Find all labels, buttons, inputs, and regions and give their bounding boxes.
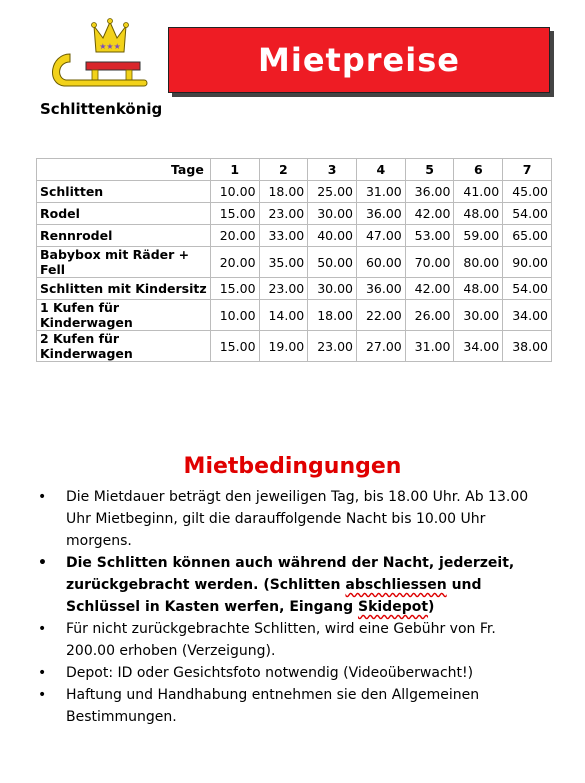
price-table <box>36 158 552 362</box>
condition-text: Die Mietdauer beträgt den jeweiligen Tag, bis 18.00 Uhr. Ab 13.00 Uhr Mietbeginn, gilt die darauffolgende Nacht bis 10.00 Uhr morgens. <box>66 489 529 549</box>
day-header: 5 <box>405 159 454 181</box>
day-header: 4 <box>357 159 406 181</box>
row-label: 1 Kufen für Kinderwagen <box>37 300 211 331</box>
price-cell: 65.00 <box>503 225 552 247</box>
table-row <box>37 225 552 247</box>
price-cell: 38.00 <box>503 331 552 362</box>
bullet-icon: • <box>38 555 47 571</box>
price-cell: 80.00 <box>454 247 503 278</box>
price-cell: 48.00 <box>454 278 503 300</box>
price-table-header <box>37 159 552 181</box>
bullet-icon: • <box>38 489 47 505</box>
price-cell: 14.00 <box>259 300 308 331</box>
price-cell: 42.00 <box>405 278 454 300</box>
list-item <box>38 684 548 728</box>
list-item <box>38 618 548 662</box>
day-header: 1 <box>210 159 259 181</box>
price-cell: 15.00 <box>210 203 259 225</box>
conditions-list <box>38 486 548 728</box>
condition-text: Depot: ID oder Gesichtsfoto notwendig (Videoüberwacht!) <box>66 665 474 681</box>
price-cell: 48.00 <box>454 203 503 225</box>
price-cell: 15.00 <box>210 331 259 362</box>
row-label: Babybox mit Räder + Fell <box>37 247 211 278</box>
price-cell: 20.00 <box>210 225 259 247</box>
table-row <box>37 278 552 300</box>
day-header: 2 <box>259 159 308 181</box>
table-row <box>37 247 552 278</box>
price-cell: 23.00 <box>308 331 357 362</box>
price-cell: 23.00 <box>259 278 308 300</box>
list-item <box>38 486 548 552</box>
price-cell: 31.00 <box>357 181 406 203</box>
table-row <box>37 300 552 331</box>
price-cell: 30.00 <box>308 203 357 225</box>
header-label: Tage <box>37 159 211 181</box>
price-cell: 40.00 <box>308 225 357 247</box>
price-cell: 54.00 <box>503 278 552 300</box>
day-header: 6 <box>454 159 503 181</box>
row-label: Rodel <box>37 203 211 225</box>
table-row <box>37 181 552 203</box>
bullet-icon: • <box>38 665 47 681</box>
price-cell: 33.00 <box>259 225 308 247</box>
table-row <box>37 203 552 225</box>
price-cell: 90.00 <box>503 247 552 278</box>
page-title: Mietpreise <box>258 41 460 79</box>
price-cell: 41.00 <box>454 181 503 203</box>
table-row <box>37 331 552 362</box>
price-cell: 36.00 <box>405 181 454 203</box>
price-cell: 31.00 <box>405 331 454 362</box>
price-cell: 36.00 <box>357 203 406 225</box>
price-cell: 42.00 <box>405 203 454 225</box>
list-item <box>38 552 548 618</box>
price-cell: 22.00 <box>357 300 406 331</box>
price-cell: 23.00 <box>259 203 308 225</box>
sled-crown-logo <box>40 18 150 98</box>
price-cell: 60.00 <box>357 247 406 278</box>
price-cell: 47.00 <box>357 225 406 247</box>
condition-text: Für nicht zurückgebrachte Schlitten, wird eine Gebühr von Fr. 200.00 erhoben (Verzeigung). <box>66 621 496 659</box>
title-banner <box>168 27 550 93</box>
price-cell: 34.00 <box>503 300 552 331</box>
price-cell: 45.00 <box>503 181 552 203</box>
price-cell: 15.00 <box>210 278 259 300</box>
condition-text: Haftung und Handhabung entnehmen sie den Allgemeinen Bestimmungen. <box>66 687 480 725</box>
price-cell: 25.00 <box>308 181 357 203</box>
price-cell: 54.00 <box>503 203 552 225</box>
price-cell: 59.00 <box>454 225 503 247</box>
price-cell: 35.00 <box>259 247 308 278</box>
price-cell: 26.00 <box>405 300 454 331</box>
list-item <box>38 662 548 684</box>
price-cell: 50.00 <box>308 247 357 278</box>
row-label: Rennrodel <box>37 225 211 247</box>
price-cell: 18.00 <box>308 300 357 331</box>
price-cell: 10.00 <box>210 300 259 331</box>
bullet-icon: • <box>38 687 47 703</box>
row-label: 2 Kufen für Kinderwagen <box>37 331 211 362</box>
row-label: Schlitten <box>37 181 211 203</box>
price-cell: 34.00 <box>454 331 503 362</box>
day-header: 3 <box>308 159 357 181</box>
day-header: 7 <box>503 159 552 181</box>
price-cell: 53.00 <box>405 225 454 247</box>
price-cell: 20.00 <box>210 247 259 278</box>
price-cell: 27.00 <box>357 331 406 362</box>
price-cell: 19.00 <box>259 331 308 362</box>
condition-text: Die Schlitten können auch während der Nacht, jederzeit, zurückgebracht werden. (Schlitten abschliessen und Schlüssel in Kasten werfen, Eingang Skidepot) <box>66 555 515 615</box>
price-cell: 18.00 <box>259 181 308 203</box>
svg-text:★★★: ★★★ <box>99 42 121 51</box>
price-cell: 30.00 <box>308 278 357 300</box>
row-label: Schlitten mit Kindersitz <box>37 278 211 300</box>
price-cell: 70.00 <box>405 247 454 278</box>
price-cell: 10.00 <box>210 181 259 203</box>
brand-name: Schlittenkönig <box>40 100 163 118</box>
bullet-icon: • <box>38 621 47 637</box>
price-cell: 36.00 <box>357 278 406 300</box>
price-cell: 30.00 <box>454 300 503 331</box>
conditions-title: Mietbedingungen <box>183 454 402 479</box>
